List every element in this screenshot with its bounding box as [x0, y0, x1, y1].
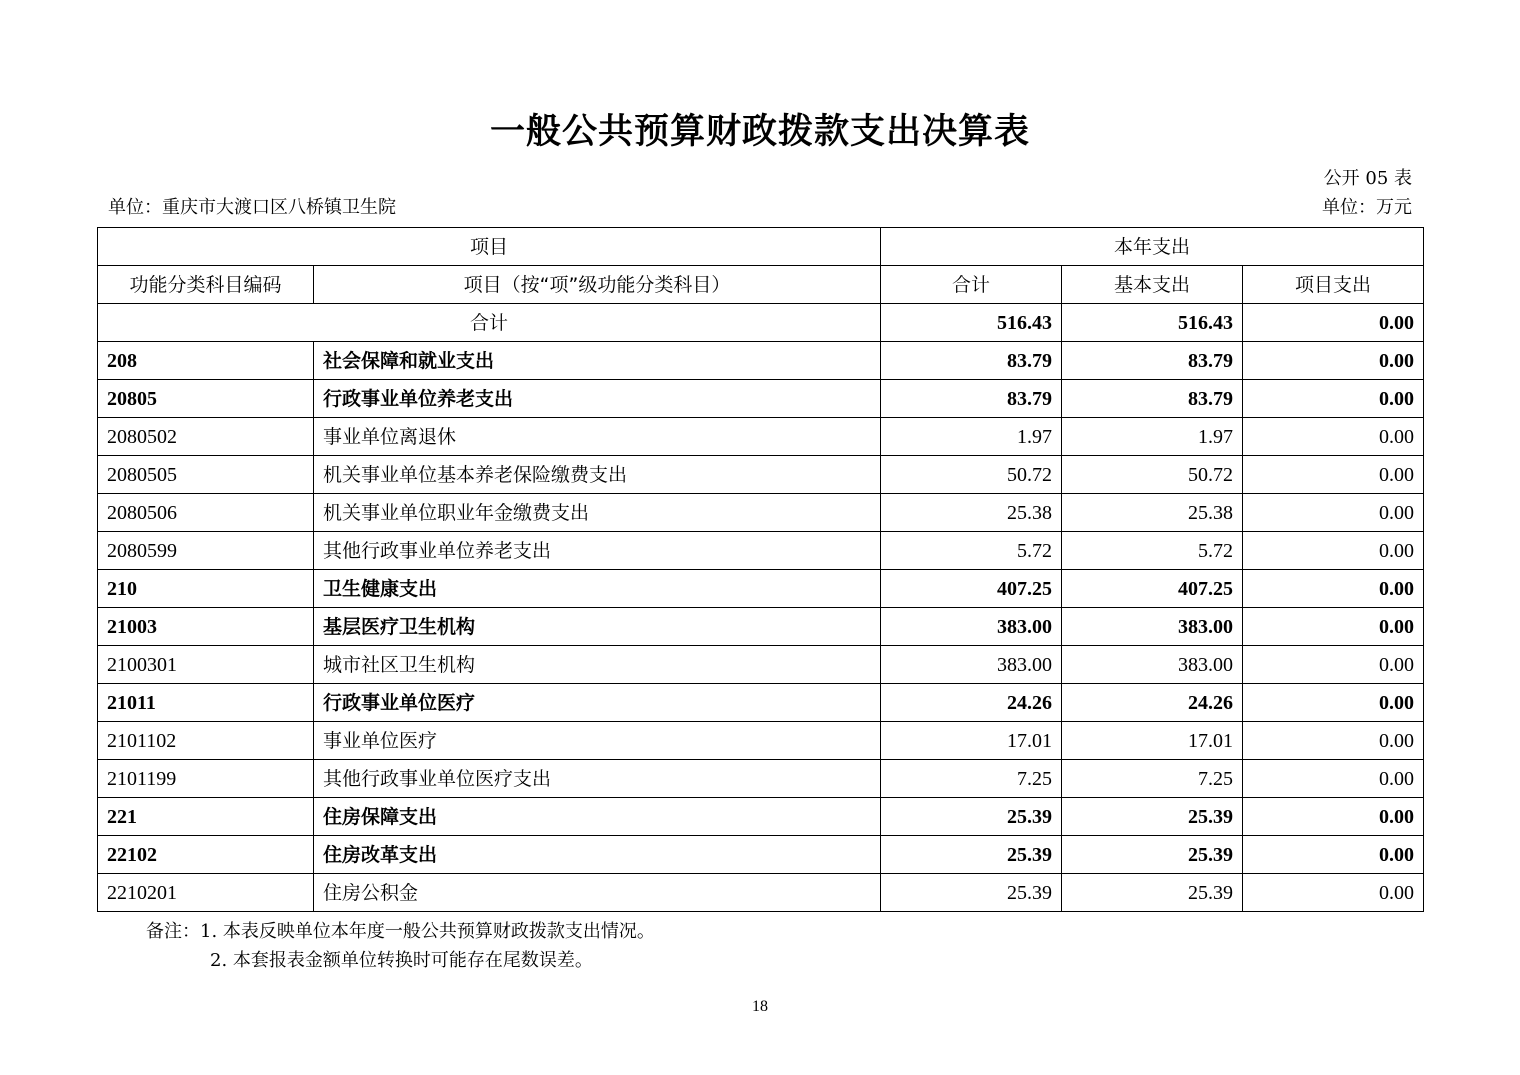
row-code: 2080502	[98, 418, 314, 456]
row-name: 基层医疗卫生机构	[314, 608, 881, 646]
table-row	[98, 494, 1424, 532]
row-total: 7.25	[881, 760, 1062, 798]
table-row	[98, 456, 1424, 494]
row-basic: 25.38	[1062, 494, 1243, 532]
table-row	[98, 380, 1424, 418]
row-basic: 83.79	[1062, 380, 1243, 418]
column-header-project: 项目支出	[1243, 266, 1424, 304]
row-name: 其他行政事业单位养老支出	[314, 532, 881, 570]
row-basic: 25.39	[1062, 874, 1243, 912]
row-project: 0.00	[1243, 494, 1424, 532]
row-total: 24.26	[881, 684, 1062, 722]
table-row	[98, 418, 1424, 456]
row-project: 0.00	[1243, 570, 1424, 608]
row-basic: 383.00	[1062, 646, 1243, 684]
row-project: 0.00	[1243, 874, 1424, 912]
row-name: 行政事业单位医疗	[314, 684, 881, 722]
form-number: 公开 05 表	[1323, 168, 1412, 189]
page-title: 一般公共预算财政拨款支出决算表	[489, 112, 1030, 152]
row-name: 事业单位医疗	[314, 722, 881, 760]
row-total: 1.97	[881, 418, 1062, 456]
table-row	[98, 532, 1424, 570]
row-basic: 50.72	[1062, 456, 1243, 494]
table-row	[98, 684, 1424, 722]
row-name: 社会保障和就业支出	[314, 342, 881, 380]
row-basic: 5.72	[1062, 532, 1243, 570]
row-project: 0.00	[1243, 418, 1424, 456]
row-code: 208	[98, 342, 314, 380]
row-project: 0.00	[1243, 760, 1424, 798]
row-basic: 407.25	[1062, 570, 1243, 608]
column-header-total: 合计	[881, 266, 1062, 304]
row-total: 5.72	[881, 532, 1062, 570]
currency-unit: 单位：万元	[1322, 197, 1412, 218]
table-row	[98, 608, 1424, 646]
table-row	[98, 874, 1424, 912]
row-name: 城市社区卫生机构	[314, 646, 881, 684]
row-name: 行政事业单位养老支出	[314, 380, 881, 418]
total-sum: 516.43	[881, 304, 1062, 342]
row-basic: 25.39	[1062, 798, 1243, 836]
row-code: 2101102	[98, 722, 314, 760]
page-number: 18	[752, 998, 768, 1015]
row-project: 0.00	[1243, 646, 1424, 684]
row-total: 50.72	[881, 456, 1062, 494]
total-project: 0.00	[1243, 304, 1424, 342]
row-basic: 7.25	[1062, 760, 1243, 798]
row-total: 17.01	[881, 722, 1062, 760]
row-basic: 25.39	[1062, 836, 1243, 874]
row-code: 2080505	[98, 456, 314, 494]
header-row-1	[98, 228, 1424, 266]
row-project: 0.00	[1243, 722, 1424, 760]
table-row	[98, 646, 1424, 684]
column-header-name: 项目（按“项”级功能分类科目）	[314, 266, 881, 304]
table-row	[98, 722, 1424, 760]
row-name: 住房保障支出	[314, 798, 881, 836]
row-basic: 24.26	[1062, 684, 1243, 722]
row-total: 407.25	[881, 570, 1062, 608]
column-header-code: 功能分类科目编码	[98, 266, 314, 304]
total-basic: 516.43	[1062, 304, 1243, 342]
row-code: 2210201	[98, 874, 314, 912]
row-code: 2080599	[98, 532, 314, 570]
row-name: 其他行政事业单位医疗支出	[314, 760, 881, 798]
row-name: 机关事业单位职业年金缴费支出	[314, 494, 881, 532]
table-row	[98, 760, 1424, 798]
row-total: 83.79	[881, 380, 1062, 418]
row-total: 25.39	[881, 874, 1062, 912]
row-code: 21003	[98, 608, 314, 646]
header-current-year: 本年支出	[881, 228, 1424, 266]
row-code: 2101199	[98, 760, 314, 798]
row-project: 0.00	[1243, 456, 1424, 494]
row-total: 383.00	[881, 646, 1062, 684]
row-total: 25.38	[881, 494, 1062, 532]
row-code: 20805	[98, 380, 314, 418]
row-basic: 1.97	[1062, 418, 1243, 456]
note-line-2: 2. 本套报表金额单位转换时可能存在尾数误差。	[210, 950, 593, 971]
table-row	[98, 342, 1424, 380]
row-name: 住房公积金	[314, 874, 881, 912]
row-total: 25.39	[881, 836, 1062, 874]
row-basic: 17.01	[1062, 722, 1243, 760]
row-name: 卫生健康支出	[314, 570, 881, 608]
row-code: 2080506	[98, 494, 314, 532]
row-code: 210	[98, 570, 314, 608]
row-name: 事业单位离退休	[314, 418, 881, 456]
row-name: 住房改革支出	[314, 836, 881, 874]
row-total: 383.00	[881, 608, 1062, 646]
row-name: 机关事业单位基本养老保险缴费支出	[314, 456, 881, 494]
header-row-2	[98, 266, 1424, 304]
row-total: 25.39	[881, 798, 1062, 836]
budget-table	[97, 227, 1424, 912]
header-project: 项目	[98, 228, 881, 266]
total-label: 合计	[98, 304, 881, 342]
row-project: 0.00	[1243, 836, 1424, 874]
row-project: 0.00	[1243, 608, 1424, 646]
row-project: 0.00	[1243, 342, 1424, 380]
row-project: 0.00	[1243, 798, 1424, 836]
table-row	[98, 836, 1424, 874]
row-code: 2100301	[98, 646, 314, 684]
table-row	[98, 798, 1424, 836]
notes	[146, 917, 655, 975]
total-row	[98, 304, 1424, 342]
note-line-1: 备注：1. 本表反映单位本年度一般公共预算财政拨款支出情况。	[146, 921, 655, 942]
row-project: 0.00	[1243, 684, 1424, 722]
row-project: 0.00	[1243, 532, 1424, 570]
table-row	[98, 570, 1424, 608]
row-project: 0.00	[1243, 380, 1424, 418]
column-header-basic: 基本支出	[1062, 266, 1243, 304]
row-code: 221	[98, 798, 314, 836]
organization-unit: 单位：重庆市大渡口区八桥镇卫生院	[108, 197, 396, 218]
row-basic: 383.00	[1062, 608, 1243, 646]
row-code: 22102	[98, 836, 314, 874]
row-code: 21011	[98, 684, 314, 722]
row-basic: 83.79	[1062, 342, 1243, 380]
row-total: 83.79	[881, 342, 1062, 380]
